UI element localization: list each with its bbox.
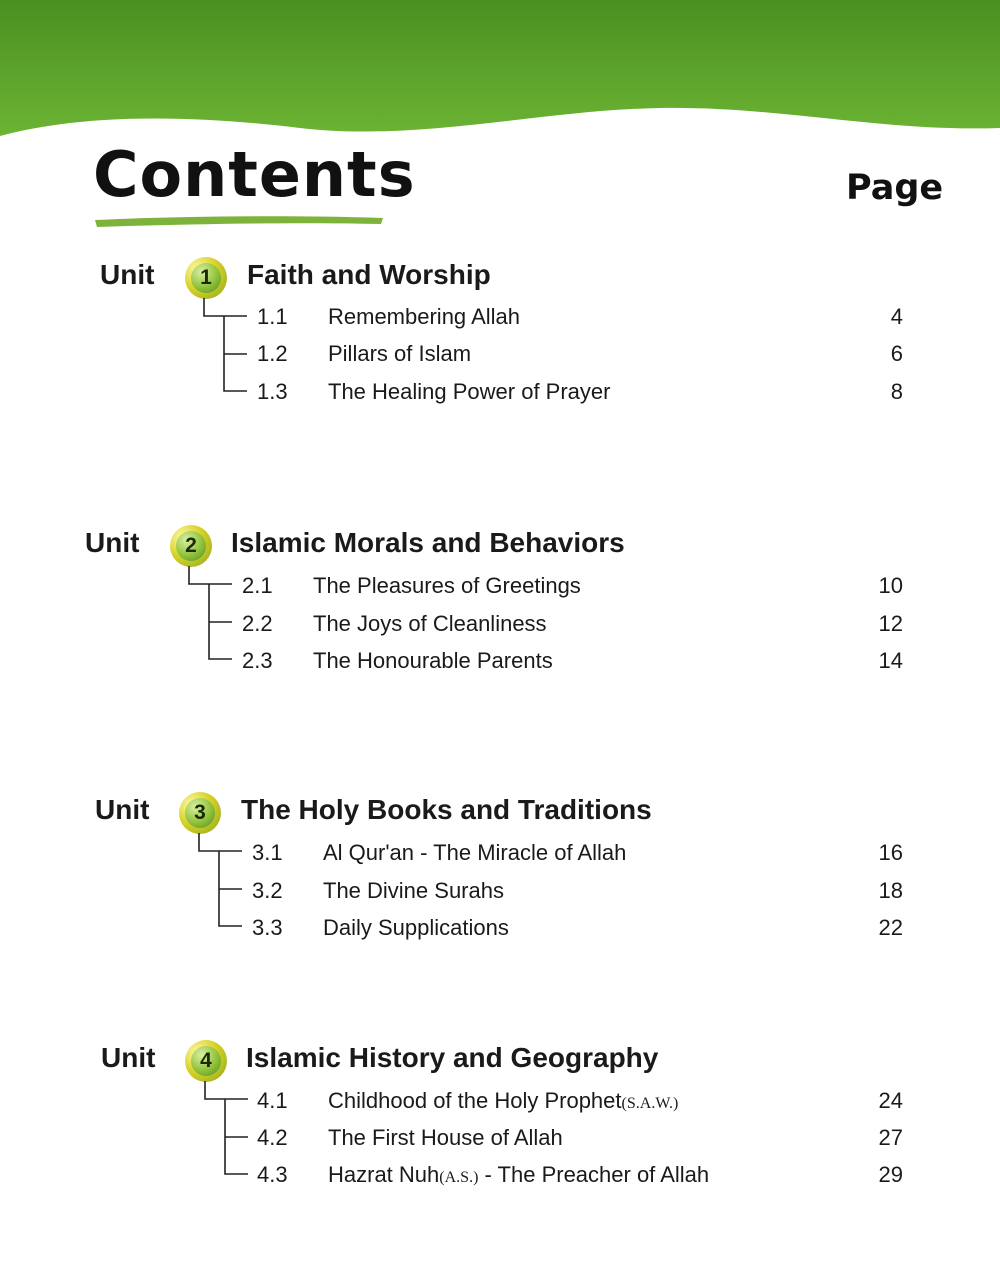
lesson-page: 6 xyxy=(890,341,903,366)
lesson-title: The First House of Allah xyxy=(328,1125,563,1150)
unit-number: 2 xyxy=(176,531,206,561)
unit-title[interactable]: Faith and Worship xyxy=(247,259,491,290)
lesson-page: 12 xyxy=(878,611,903,636)
lesson-tree-lines xyxy=(196,1081,256,1181)
lesson-number: 4.3 xyxy=(257,1162,288,1187)
page-title: Contents xyxy=(93,138,416,211)
lesson-title: The Healing Power of Prayer xyxy=(328,379,611,404)
lesson-page: 4 xyxy=(890,304,903,329)
lesson-page: 8 xyxy=(890,379,903,404)
lesson-title xyxy=(328,1162,709,1188)
unit-number: 4 xyxy=(191,1046,221,1076)
unit-label: Unit xyxy=(85,527,140,558)
unit-number-badge xyxy=(170,525,212,567)
lesson-number: 3.1 xyxy=(252,840,283,865)
lesson-number: 2.1 xyxy=(242,573,273,598)
unit-title[interactable]: Islamic Morals and Behaviors xyxy=(231,527,625,558)
lesson-title: The Joys of Cleanliness xyxy=(313,611,547,636)
lesson-number: 3.3 xyxy=(252,915,283,940)
lesson-title: The Pleasures of Greetings xyxy=(313,573,581,598)
lesson-title: Daily Supplications xyxy=(323,915,509,940)
lesson-page: 27 xyxy=(878,1125,903,1150)
lesson-page: 18 xyxy=(878,878,903,903)
lesson-title: Al Qur'an - The Miracle of Allah xyxy=(323,840,627,865)
lesson-title-text: Hazrat Nuh xyxy=(328,1162,440,1187)
header-banner xyxy=(0,0,1000,150)
lesson-page: 14 xyxy=(878,648,903,673)
lesson-title-text: - The Preacher of Allah xyxy=(478,1162,710,1187)
unit-number-badge xyxy=(185,257,227,299)
lesson-page: 24 xyxy=(878,1088,903,1113)
lesson-page: 29 xyxy=(878,1162,903,1187)
lesson-page: 16 xyxy=(878,840,903,865)
lesson-page: 10 xyxy=(878,573,903,598)
lesson-title: Remembering Allah xyxy=(328,304,520,329)
lesson-number: 2.3 xyxy=(242,648,273,673)
title-block xyxy=(93,138,416,211)
lesson-tree-lines xyxy=(190,833,250,933)
unit-title[interactable]: Islamic History and Geography xyxy=(246,1042,659,1073)
unit-number: 1 xyxy=(191,263,221,293)
lesson-number: 4.2 xyxy=(257,1125,288,1150)
lesson-number: 4.1 xyxy=(257,1088,288,1113)
page-column-label: Page xyxy=(846,168,944,208)
lesson-number: 3.2 xyxy=(252,878,283,903)
honorific: (A.S.) xyxy=(439,1169,479,1186)
unit-label: Unit xyxy=(100,259,155,290)
lesson-title xyxy=(328,1088,678,1114)
unit-label: Unit xyxy=(101,1042,156,1073)
lesson-number: 1.1 xyxy=(257,304,288,329)
lesson-page: 22 xyxy=(878,915,903,940)
unit-label: Unit xyxy=(95,794,150,825)
lesson-tree-lines xyxy=(180,566,240,666)
lesson-title: The Honourable Parents xyxy=(313,648,553,673)
unit-title[interactable]: The Holy Books and Traditions xyxy=(241,794,652,825)
honorific: (S.A.W.) xyxy=(621,1095,679,1112)
lesson-title-text: Childhood of the Holy Prophet xyxy=(328,1088,622,1113)
title-underline xyxy=(95,215,383,227)
unit-number-badge xyxy=(185,1040,227,1082)
lesson-title: The Divine Surahs xyxy=(323,878,504,903)
lesson-number: 1.3 xyxy=(257,379,288,404)
lesson-tree-lines xyxy=(195,298,255,398)
lesson-title: Pillars of Islam xyxy=(328,341,472,366)
lesson-number: 1.2 xyxy=(257,341,288,366)
unit-number-badge xyxy=(179,792,221,834)
lesson-number: 2.2 xyxy=(242,611,273,636)
unit-number: 3 xyxy=(185,798,215,828)
